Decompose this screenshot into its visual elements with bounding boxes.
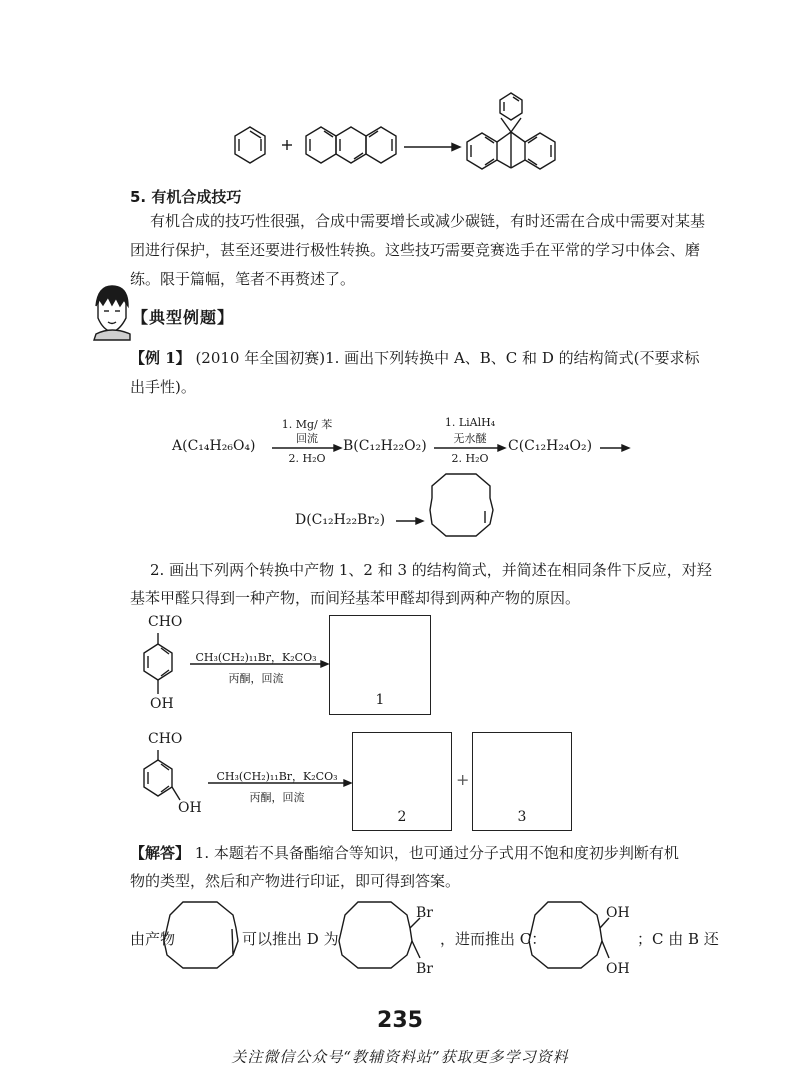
compound-a: A(C₁₄H₂₆O₄) [172,438,256,454]
condition-2c: 2. H₂O [451,452,489,465]
answer-box-1 [329,615,431,715]
br-label: Br [416,961,433,977]
example-line [130,344,699,373]
answer-text-2: 可以推出 D 为 [242,930,339,948]
question2-line: 2. 画出下列两个转换中产物 1、2 和 3 的结构简式，并简述在相同条件下反应，对羟 [150,561,712,579]
triptycene-scheme [0,0,800,200]
oh-label: OH [606,905,630,921]
plus-sign: + [456,770,470,789]
footer-note: 关注微信公众号“教辅资料站”获取更多学习资料 [231,1048,569,1066]
benzene-ring-meta [144,760,172,796]
answer-text-1: 由产物 [130,930,176,948]
example-label: 【例 1】 [130,349,191,367]
reagent-label: CH₃(CH₂)₁₁Br，K₂CO₃ [195,651,317,664]
condition-2a: 1. LiAlH₄ [444,416,496,429]
cyclododecene-product [164,902,238,968]
page-number: 235 [377,1008,423,1033]
answer-label: 【解答】 [130,844,191,862]
paragraph-line: 有机合成的技巧性很强，合成中需要增长或减少碳链，有时还需在合成中需要对某基 [150,212,706,230]
condition-1a: 1. Mg/ 苯 [281,418,333,431]
anthracene [306,127,396,163]
example-text: (2010 年全国初赛)1. 画出下列转换中 A、B、C 和 D 的结构简式(不要求标 [195,349,700,367]
compound-b: B(C₁₂H₂₂O₂) [343,438,427,454]
question2-line: 基苯甲醛只得到一种产物，而间羟基苯甲醛却得到两种产物的原因。 [130,589,581,607]
oh-label-meta: OH [178,800,202,816]
condition-1b: 回流 [296,432,318,445]
answer-text: 1. 本题若不具备酯缩合等知识，也可通过分子式用不饱和度初步判断有机 [194,844,679,862]
example-line-2: 出手性)。 [130,378,196,396]
paragraph-line: 团进行保护，甚至还要进行极性转换。这些技巧需要竞赛选手在平常的学习中体会、磨 [130,241,701,259]
triptycene [467,93,555,169]
compound-c: C(C₁₂H₂₄O₂) [508,438,593,454]
cho-label-para: CHO [148,614,183,630]
answer-box-2 [352,732,452,831]
solvent-label: 丙酮，回流 [228,672,284,685]
answer-line-2: 物的类型，然后和产物进行印证，即可得到答案。 [130,872,461,890]
section-heading: 5. 有机合成技巧 [130,188,242,206]
box-label: 2 [397,809,407,825]
compound-d: D(C₁₂H₂₂Br₂) [295,512,386,528]
condition-1c: 2. H₂O [288,452,326,465]
oh-label: OH [606,961,630,977]
section-title: 【典型例题】 [132,308,235,327]
condition-2b: 无水醚 [453,432,487,445]
box-label: 1 [375,692,385,708]
answer-box-3 [472,732,572,831]
solvent-label: 丙酮，回流 [249,791,305,804]
box-label: 3 [517,809,527,825]
cho-label-meta: CHO [148,731,183,747]
oh-label-para: OH [150,696,174,712]
answer-line [130,839,679,868]
br-label: Br [416,905,433,921]
dibromo-ring [339,902,412,968]
answer-text-4: ；C 由 B 还 [637,930,719,948]
answer-text-3: ，进而推出 C： [440,930,547,948]
benzene-ring-para [144,644,172,680]
reagent-label: CH₃(CH₂)₁₁Br，K₂CO₃ [216,770,338,783]
cyclododecene [430,474,493,536]
paragraph-line: 练。限于篇幅，笔者不再赘述了。 [130,270,356,288]
